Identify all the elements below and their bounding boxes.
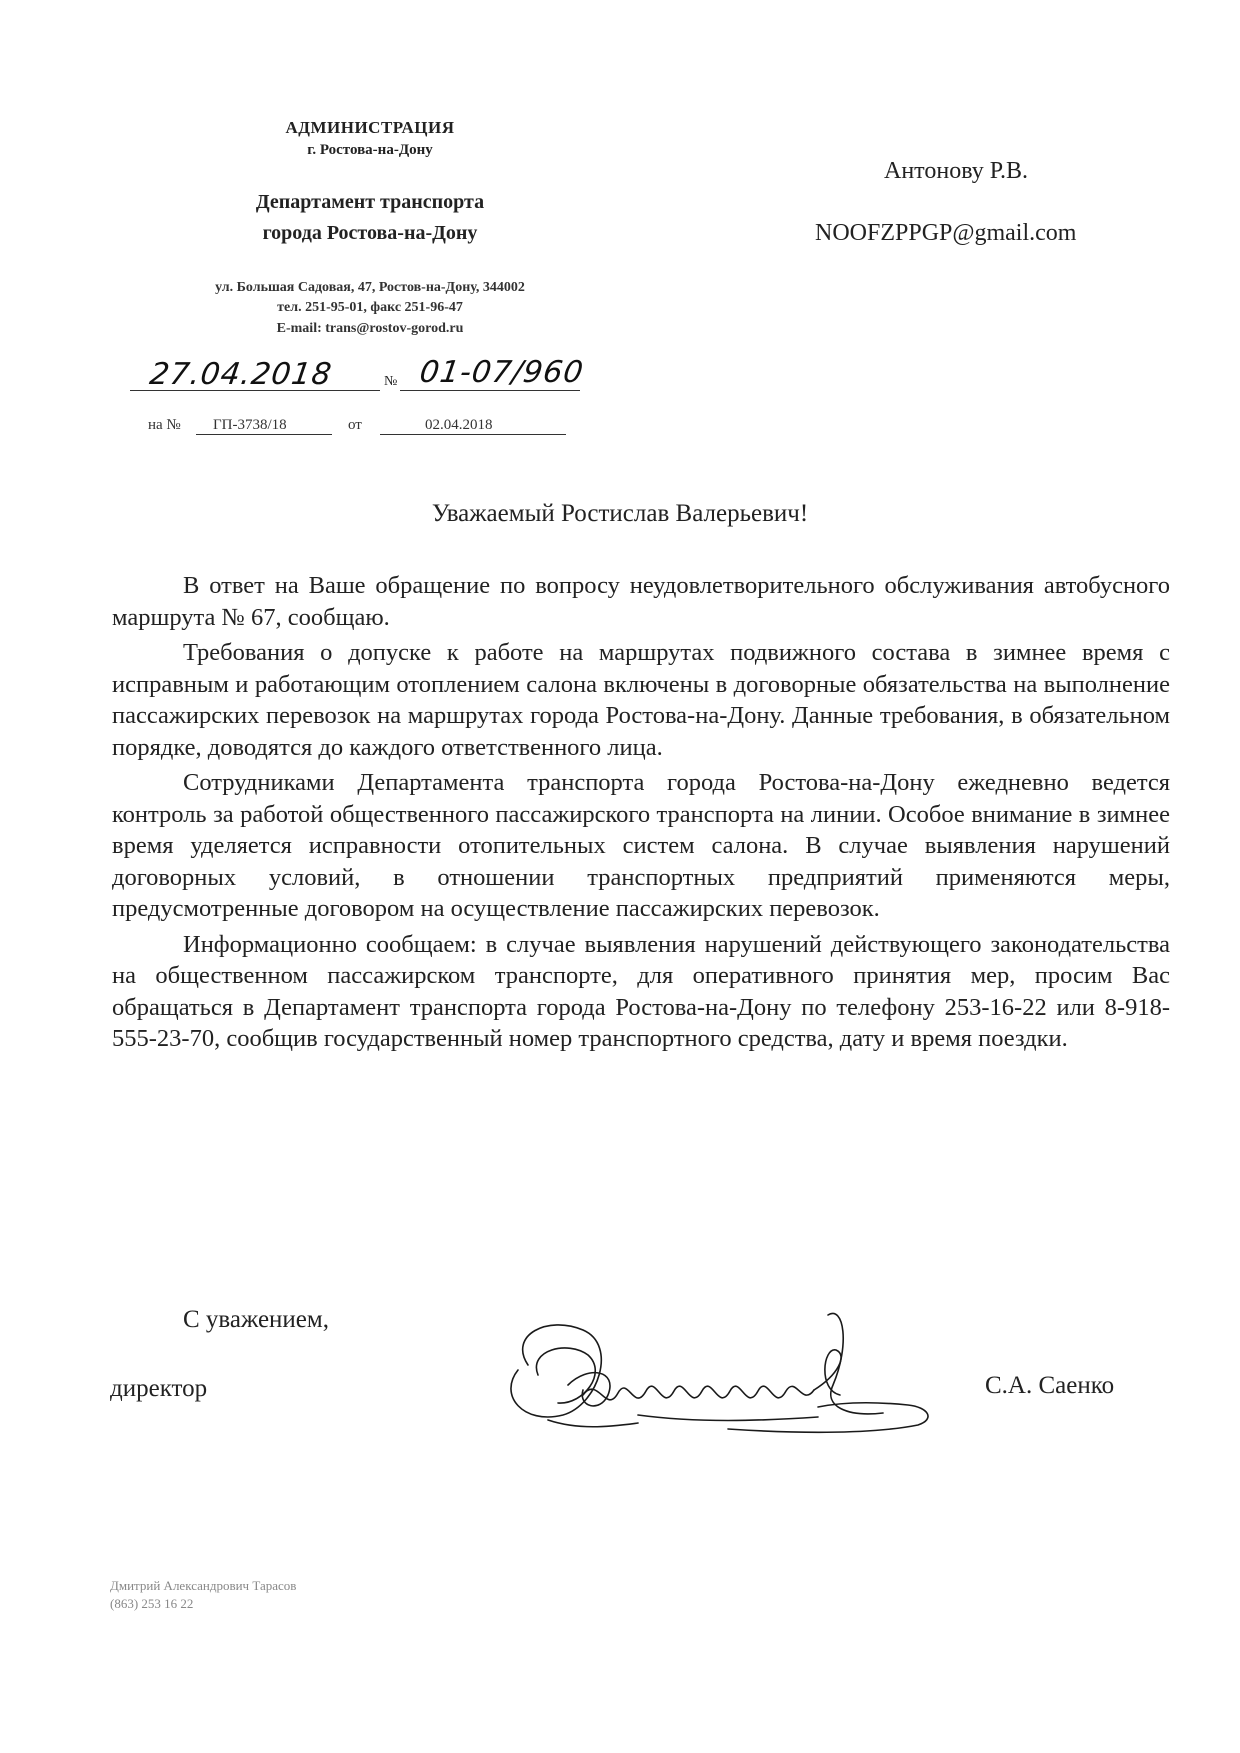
executor-phone: (863) 253 16 22 — [110, 1596, 194, 1611]
letterhead-address: ул. Большая Садовая, 47, Ростов-на-Дону, 344002 — [215, 280, 525, 295]
addressee-email: NOOFZPPGP@gmail.com — [815, 220, 1077, 246]
date-underline — [130, 390, 380, 391]
outgoing-number: 01-07/960 — [417, 355, 587, 390]
salutation: Уважаемый Ростислав Валерьевич! — [431, 500, 809, 527]
letterhead-department-city: города Ростова-на-Дону — [262, 222, 478, 244]
closing: С уважением, — [183, 1306, 329, 1333]
paragraph-1: В ответ на Ваше обращение по вопросу неудовлетворительного обслуживания автобусного маршрута № 67, сообщаю. — [112, 572, 1170, 631]
paragraph-4: Информационно сообщаем: в случае выявления нарушений действующего законодательства на общественном пассажирском транспорте, для оперативного принятия мер, просим Вас обращаться в Департамент транспорта города Ростова-на-Дону по телефону 253-16-22 или 8-918-555-23-70, сообщив государственный номер транспортного средства, дату и время поездки. — [112, 930, 1170, 1052]
number-underline — [400, 390, 580, 391]
outgoing-date: 27.04.2018 — [147, 357, 335, 392]
paragraph-2: Требования о допуске к работе на маршрутах подвижного состава в зимнее время с исправным и работающим отоплением салона включены в договорные обязательства на выполнение пассажирских перевозок на маршрутах города Ростова-на-Дону. Данные требования, в обязательном порядке, доводятся до каждого ответственного лица. — [112, 639, 1170, 761]
outgoing-number-sign: № — [384, 374, 398, 389]
letter-body — [112, 570, 1170, 1059]
reference-date-underline — [380, 434, 566, 435]
reference-date: 02.04.2018 — [425, 417, 493, 433]
reference-label: на № — [148, 417, 181, 433]
letterhead-city: г. Ростова-на-Дону — [307, 142, 433, 158]
signatory-name: С.А. Саенко — [985, 1372, 1115, 1399]
letterhead-department: Департамент транспорта — [255, 191, 485, 213]
executor-name: Дмитрий Александрович Тарасов — [110, 1578, 297, 1593]
handwritten-signature — [488, 1295, 968, 1455]
reference-from-label: от — [348, 417, 362, 433]
letterhead-organization: АДМИНИСТРАЦИЯ — [285, 118, 455, 137]
paragraph-3: Сотрудниками Департамента транспорта города Ростова-на-Дону ежедневно ведется контроль за работой общественного пассажирского транспорта на линии. Особое внимание в зимнее время уделяется исправности отопительных систем салона. В случае выявления нарушений договорных условий, в отношении транспортных предприятий применяются меры, предусмотренные договором на осуществление пассажирских перевозок. — [112, 769, 1170, 922]
reference-number-underline — [196, 434, 332, 435]
signatory-position: директор — [110, 1375, 208, 1402]
letterhead-phones: тел. 251-95-01, факс 251-96-47 — [277, 300, 463, 315]
reference-number: ГП-3738/18 — [213, 417, 287, 433]
addressee-name: Антонову Р.В. — [884, 158, 1029, 184]
letterhead-email: E-mail: trans@rostov-gorod.ru — [276, 321, 464, 336]
